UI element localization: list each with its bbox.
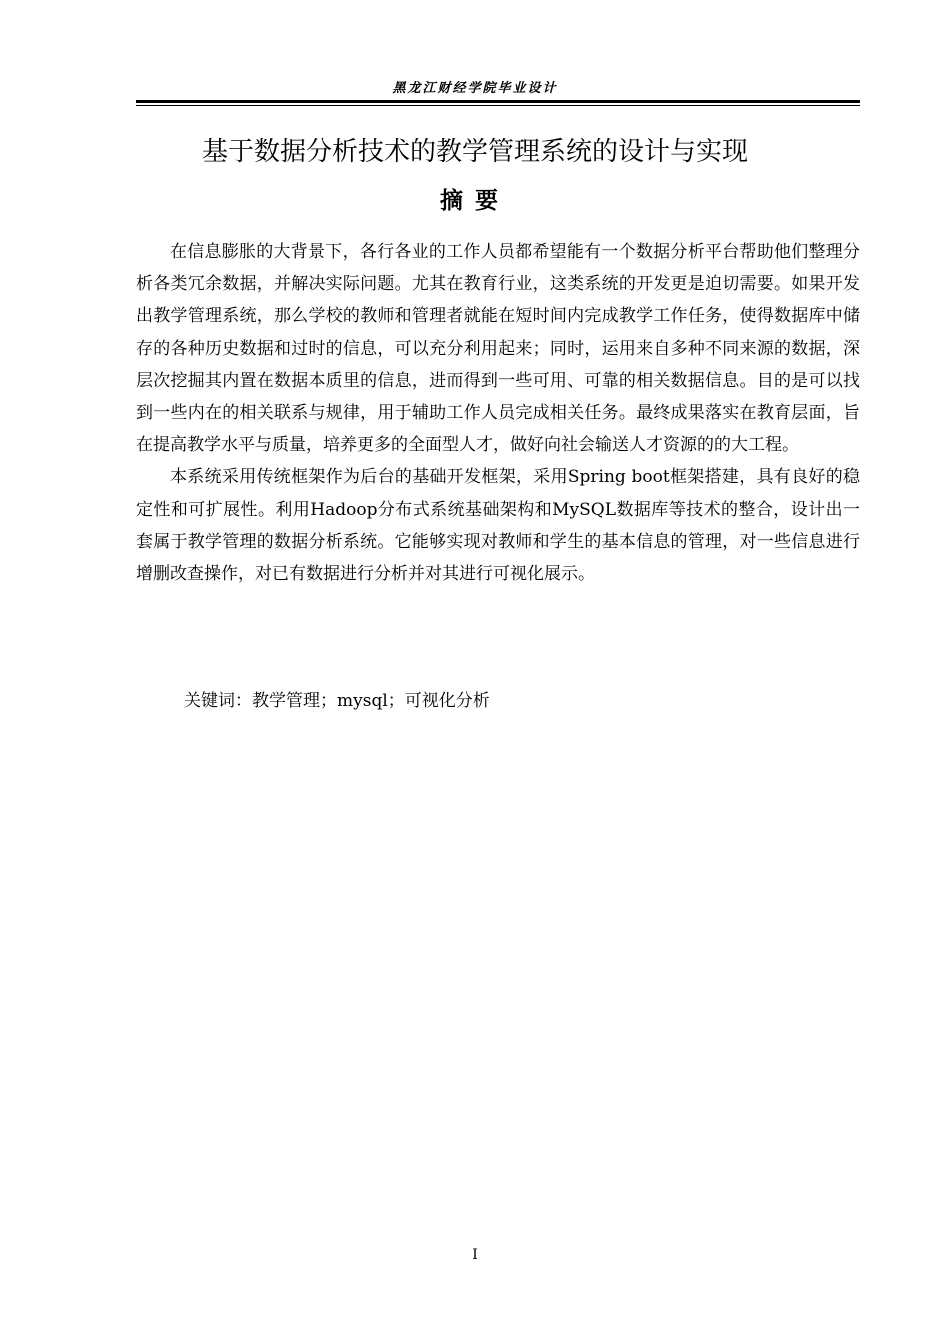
- header-rule-thin: [136, 105, 860, 106]
- document-title: 基于数据分析技术的教学管理系统的设计与实现: [201, 137, 748, 167]
- page-number: I: [472, 1247, 478, 1263]
- keywords-value: 教学管理；mysql；可视化分析: [252, 691, 490, 711]
- abstract-paragraph-2: 本系统采用传统框架作为后台的基础开发框架，采用Spring boot框架搭建，具有良好的稳定性和可扩展性。利用Hadoop分布式系统基础架构和MySQL数据库等技术的整合，设计出一套属于教学管理的数据分析系统。它能够实现对教师和学生的基本信息的管理，对一些信息进行增删改查操作，对已有数据进行分析并对其进行可视化展示。: [136, 467, 860, 585]
- running-header: 黑龙江财经学院毕业设计: [392, 81, 558, 96]
- abstract-paragraph-1: 在信息膨胀的大背景下，各行各业的工作人员都希望能有一个数据分析平台帮助他们整理分析各类冗余数据，并解决实际问题。尤其在教育行业，这类系统的开发更是迫切需要。如果开发出教学管理系统，那么学校的教师和管理者就能在短时间内完成教学工作任务，使得数据库中储存的各种历史数据和过时的信息，可以充分利用起来；同时，运用来自多种不同来源的数据，深层次挖掘其内置在数据本质里的信息，进而得到一些可用、可靠的相关数据信息。目的是可以找到一些内在的相关联系与规律，用于辅助工作人员完成相关任务。最终成果落实在教育层面，旨在提高教学水平与质量，培养更多的全面型人才，做好向社会输送人才资源的的大工程。: [136, 242, 860, 456]
- keywords-label: 关键词：: [184, 691, 252, 711]
- section-heading: 摘要: [440, 188, 510, 214]
- keywords-line: [184, 686, 490, 716]
- header-rule-thick: [136, 100, 860, 103]
- abstract-body: [136, 236, 860, 590]
